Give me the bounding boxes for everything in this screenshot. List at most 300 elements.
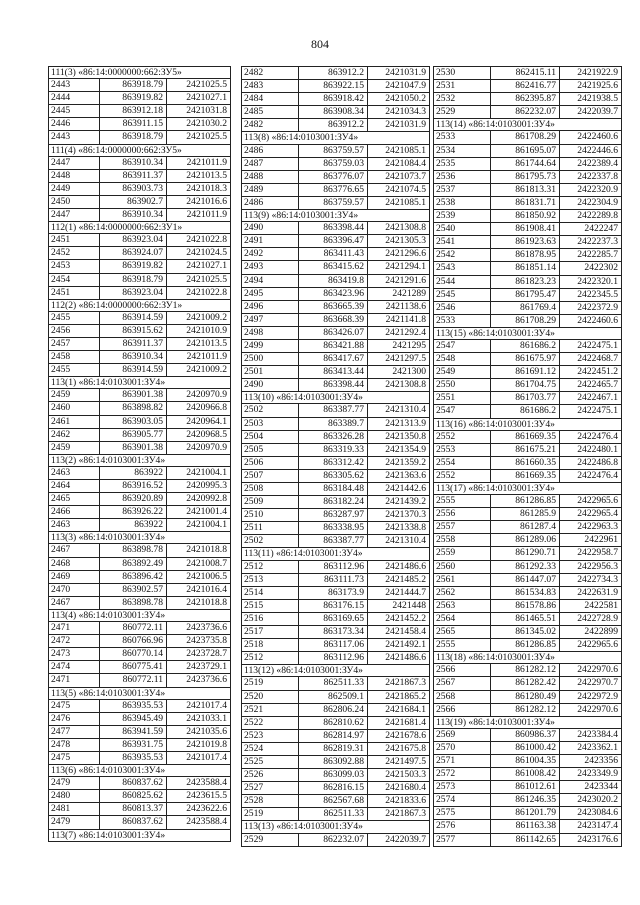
point-number-cell: 2538: [434, 197, 491, 209]
table-row: [434, 80, 622, 93]
point-number-cell: 2492: [242, 248, 299, 260]
y-coordinate-cell: 2421013.5: [167, 338, 231, 350]
x-coordinate-cell: 861813.31: [491, 184, 560, 196]
x-coordinate-cell: 861008.42: [491, 768, 560, 780]
y-coordinate-cell: 2422460.6: [560, 131, 622, 143]
y-coordinate-cell: 2423588.4: [167, 816, 231, 828]
point-number-cell: 2527: [242, 782, 299, 794]
y-coordinate-cell: 2421675.8: [368, 743, 430, 755]
point-number-cell: 2549: [434, 366, 491, 378]
point-number-cell: 2460: [49, 402, 100, 414]
table-row: [49, 790, 231, 803]
table-row: [434, 508, 622, 521]
point-number-cell: 2577: [434, 834, 491, 846]
x-coordinate-cell: 863417.67: [299, 353, 368, 365]
y-coordinate-cell: 2421503.3: [368, 769, 430, 781]
table-row: [434, 184, 622, 197]
point-number-cell: 2457: [49, 338, 100, 350]
point-number-cell: 2465: [49, 493, 100, 505]
point-number-cell: 2569: [434, 729, 491, 741]
table-row: [49, 752, 231, 765]
table-row: [49, 416, 231, 429]
point-number-cell: 2489: [242, 184, 299, 196]
coordinates-table-column-2: [241, 66, 430, 847]
x-coordinate-cell: 863305.62: [299, 470, 368, 482]
point-number-cell: 2495: [242, 288, 299, 300]
x-coordinate-cell: 863935.53: [100, 752, 167, 764]
point-number-cell: 2564: [434, 613, 491, 625]
point-number-cell: 2530: [434, 67, 491, 79]
point-number-cell: 2572: [434, 768, 491, 780]
table-row: [242, 561, 430, 574]
point-number-cell: 2548: [434, 353, 491, 365]
section-header: 113(14) «86:14:0103001:ЗУ4»: [434, 119, 622, 131]
table-row: [49, 157, 231, 170]
point-number-cell: 2546: [434, 302, 491, 314]
point-number-cell: 2508: [242, 483, 299, 495]
point-number-cell: 2533: [434, 131, 491, 143]
y-coordinate-cell: 2422961: [560, 534, 622, 546]
y-coordinate-cell: 2423736.6: [167, 674, 231, 686]
table-row: [434, 340, 622, 353]
x-coordinate-cell: 863338.95: [299, 522, 368, 534]
table-row: [434, 392, 622, 405]
table-row: [49, 803, 231, 816]
x-coordinate-cell: 863911.37: [100, 338, 167, 350]
point-number-cell: 2464: [49, 480, 100, 492]
y-coordinate-cell: 2421448: [368, 600, 430, 612]
point-number-cell: 2482: [242, 119, 299, 131]
point-number-cell: 2487: [242, 158, 299, 170]
table-row: [242, 366, 430, 379]
table-row: [434, 534, 622, 547]
y-coordinate-cell: 2421295: [368, 340, 430, 352]
point-number-cell: 2575: [434, 807, 491, 819]
x-coordinate-cell: 863117.06: [299, 639, 368, 651]
point-number-cell: 2511: [242, 522, 299, 534]
point-number-cell: 2467: [49, 544, 100, 556]
x-coordinate-cell: 863901.38: [100, 442, 167, 454]
x-coordinate-cell: 863910.34: [100, 157, 167, 169]
x-coordinate-cell: 861285.9: [491, 508, 560, 520]
y-coordinate-cell: 2421017.4: [167, 700, 231, 712]
y-coordinate-cell: 2421025.5: [167, 79, 231, 91]
x-coordinate-cell: 863387.77: [299, 404, 368, 416]
x-coordinate-cell: 863173.34: [299, 626, 368, 638]
table-row: [49, 674, 231, 687]
table-row: [242, 677, 430, 690]
table-row: [434, 379, 622, 392]
x-coordinate-cell: 861795.47: [491, 289, 560, 301]
x-coordinate-cell: 863916.52: [100, 480, 167, 492]
table-row: [49, 571, 231, 584]
table-row: [242, 639, 430, 652]
table-row: [49, 209, 231, 222]
x-coordinate-cell: 863910.34: [100, 209, 167, 221]
point-number-cell: 2512: [242, 652, 299, 664]
y-coordinate-cell: 2422468.7: [560, 353, 622, 365]
y-coordinate-cell: 2421681.4: [368, 717, 430, 729]
x-coordinate-cell: 863908.34: [299, 106, 368, 118]
table-row: [49, 351, 231, 364]
x-coordinate-cell: 861708.29: [491, 131, 560, 143]
y-coordinate-cell: 2420995.3: [167, 480, 231, 492]
y-coordinate-cell: 2422970.7: [560, 677, 622, 689]
table-row: [434, 171, 622, 184]
point-number-cell: 2517: [242, 626, 299, 638]
y-coordinate-cell: 2422039.7: [560, 106, 622, 118]
table-row: [434, 93, 622, 106]
point-number-cell: 2525: [242, 756, 299, 768]
y-coordinate-cell: 2422728.9: [560, 613, 622, 625]
y-coordinate-cell: 2420970.9: [167, 389, 231, 401]
point-number-cell: 2512: [242, 561, 299, 573]
y-coordinate-cell: 2421310.4: [368, 404, 430, 416]
y-coordinate-cell: 2421297.5: [368, 353, 430, 365]
table-row: [434, 547, 622, 560]
table-row: [242, 431, 430, 444]
x-coordinate-cell: 863898.82: [100, 402, 167, 414]
x-coordinate-cell: 863911.15: [100, 118, 167, 130]
point-number-cell: 2559: [434, 547, 491, 559]
x-coordinate-cell: 861669.35: [491, 470, 560, 482]
y-coordinate-cell: 2421018.8: [167, 597, 231, 609]
y-coordinate-cell: 2421291.6: [368, 275, 430, 287]
x-coordinate-cell: 862806.24: [299, 704, 368, 716]
table-row: [434, 729, 622, 742]
section-header: 113(1) «86:14:0103001:ЗУ4»: [49, 377, 231, 389]
table-row: [242, 496, 430, 509]
point-number-cell: 2447: [49, 209, 100, 221]
point-number-cell: 2556: [434, 508, 491, 520]
point-number-cell: 2539: [434, 210, 491, 222]
y-coordinate-cell: 2423176.6: [560, 834, 622, 846]
point-number-cell: 2458: [49, 351, 100, 363]
table-row: [242, 704, 430, 717]
y-coordinate-cell: 2423735.8: [167, 635, 231, 647]
point-number-cell: 2453: [49, 260, 100, 272]
table-row: [49, 597, 231, 610]
y-coordinate-cell: 2422958.7: [560, 547, 622, 559]
point-number-cell: 2524: [242, 743, 299, 755]
point-number-cell: 2529: [434, 106, 491, 118]
y-coordinate-cell: 2421022.8: [167, 234, 231, 246]
x-coordinate-cell: 862567.68: [299, 795, 368, 807]
x-coordinate-cell: 861282.42: [491, 677, 560, 689]
y-coordinate-cell: 2422581: [560, 600, 622, 612]
x-coordinate-cell: 861465.51: [491, 613, 560, 625]
y-coordinate-cell: 2421305.3: [368, 235, 430, 247]
x-coordinate-cell: 861282.12: [491, 704, 560, 716]
x-coordinate-cell: 863112.96: [299, 652, 368, 664]
y-coordinate-cell: 2422465.7: [560, 379, 622, 391]
section-header: 112(2) «86:14:0000000:662:ЗУ1»: [49, 300, 231, 312]
point-number-cell: 2486: [242, 145, 299, 157]
section-header: 113(17) «86:14:0103001:ЗУ4»: [434, 483, 622, 495]
x-coordinate-cell: 863912.2: [299, 119, 368, 131]
section-header: 113(7) «86:14:0103001:ЗУ4»: [49, 830, 231, 842]
point-number-cell: 2478: [49, 739, 100, 751]
table-row: [242, 145, 430, 158]
x-coordinate-cell: 861004.35: [491, 755, 560, 767]
y-coordinate-cell: 2422247: [560, 223, 622, 235]
point-number-cell: 2519: [242, 808, 299, 820]
table-row: [49, 584, 231, 597]
x-coordinate-cell: 863312.42: [299, 457, 368, 469]
table-row: [242, 404, 430, 417]
point-number-cell: 2505: [242, 444, 299, 456]
table-row: [434, 262, 622, 275]
table-row: [242, 197, 430, 210]
x-coordinate-cell: 863759.57: [299, 197, 368, 209]
y-coordinate-cell: 2421073.7: [368, 171, 430, 183]
x-coordinate-cell: 863923.04: [100, 234, 167, 246]
point-number-cell: 2477: [49, 726, 100, 738]
point-number-cell: 2529: [242, 834, 299, 846]
table-row: [49, 338, 231, 351]
y-coordinate-cell: 2421458.4: [368, 626, 430, 638]
y-coordinate-cell: 2423356: [560, 755, 622, 767]
x-coordinate-cell: 863901.38: [100, 389, 167, 401]
point-number-cell: 2520: [242, 691, 299, 703]
table-row: [434, 755, 622, 768]
x-coordinate-cell: 860813.37: [100, 803, 167, 815]
table-row: [434, 366, 622, 379]
table-row: [49, 622, 231, 635]
x-coordinate-cell: 863415.62: [299, 261, 368, 273]
x-coordinate-cell: 863922: [100, 467, 167, 479]
table-row: [434, 521, 622, 534]
x-coordinate-cell: 863918.79: [100, 274, 167, 286]
point-number-cell: 2443: [49, 131, 100, 143]
x-coordinate-cell: 863892.49: [100, 558, 167, 570]
x-coordinate-cell: 861012.61: [491, 781, 560, 793]
y-coordinate-cell: 2421031.9: [368, 119, 430, 131]
section-header: 113(13) «86:14:0103001:ЗУ4»: [242, 821, 430, 833]
x-coordinate-cell: 863941.59: [100, 726, 167, 738]
x-coordinate-cell: 863926.22: [100, 506, 167, 518]
section-header: 113(8) «86:14:0103001:ЗУ4»: [242, 132, 430, 144]
point-number-cell: 2463: [49, 519, 100, 531]
point-number-cell: 2498: [242, 327, 299, 339]
section-header: 111(4) «86:14:0000000:662:ЗУ5»: [49, 145, 231, 157]
point-number-cell: 2523: [242, 730, 299, 742]
x-coordinate-cell: 863665.39: [299, 301, 368, 313]
point-number-cell: 2516: [242, 613, 299, 625]
section-header: 113(16) «86:14:0103001:ЗУ4»: [434, 419, 622, 431]
table-row: [49, 260, 231, 273]
x-coordinate-cell: 861923.63: [491, 236, 560, 248]
table-row: [49, 79, 231, 92]
x-coordinate-cell: 863111.73: [299, 574, 368, 586]
x-coordinate-cell: 863776.65: [299, 184, 368, 196]
point-number-cell: 2573: [434, 781, 491, 793]
y-coordinate-cell: 2422467.1: [560, 392, 622, 404]
table-row: [49, 467, 231, 480]
x-coordinate-cell: 860766.96: [100, 635, 167, 647]
y-coordinate-cell: 2421308.8: [368, 222, 430, 234]
table-row: [434, 236, 622, 249]
y-coordinate-cell: 2421016.4: [167, 584, 231, 596]
y-coordinate-cell: 2423588.4: [167, 777, 231, 789]
y-coordinate-cell: 2423384.4: [560, 729, 622, 741]
y-coordinate-cell: 2421310.4: [368, 535, 430, 547]
y-coordinate-cell: 2421680.4: [368, 782, 430, 794]
y-coordinate-cell: 2421308.8: [368, 379, 430, 391]
x-coordinate-cell: 862816.15: [299, 782, 368, 794]
point-number-cell: 2461: [49, 416, 100, 428]
table-row: [434, 158, 622, 171]
point-number-cell: 2494: [242, 275, 299, 287]
y-coordinate-cell: 2421922.9: [560, 67, 622, 79]
x-coordinate-cell: 863423.96: [299, 288, 368, 300]
table-row: [49, 170, 231, 183]
y-coordinate-cell: 2421031.9: [368, 67, 430, 79]
point-number-cell: 2466: [49, 506, 100, 518]
x-coordinate-cell: 863896.42: [100, 571, 167, 583]
point-number-cell: 2445: [49, 105, 100, 117]
table-row: [49, 287, 231, 300]
point-number-cell: 2446: [49, 118, 100, 130]
table-row: [242, 327, 430, 340]
point-number-cell: 2570: [434, 742, 491, 754]
y-coordinate-cell: 2421138.6: [368, 301, 430, 313]
table-row: [49, 777, 231, 790]
point-number-cell: 2535: [434, 158, 491, 170]
y-coordinate-cell: 2421016.6: [167, 196, 231, 208]
table-row: [242, 158, 430, 171]
point-number-cell: 2568: [434, 691, 491, 703]
table-row: [242, 379, 430, 392]
y-coordinate-cell: 2422304.9: [560, 197, 622, 209]
point-number-cell: 2455: [49, 364, 100, 376]
point-number-cell: 2510: [242, 509, 299, 521]
point-number-cell: 2555: [434, 495, 491, 507]
x-coordinate-cell: 861691.12: [491, 366, 560, 378]
table-row: [49, 389, 231, 402]
y-coordinate-cell: 2422320.9: [560, 184, 622, 196]
y-coordinate-cell: 2421027.1: [167, 260, 231, 272]
x-coordinate-cell: 862415.11: [491, 67, 560, 79]
x-coordinate-cell: 863776.07: [299, 171, 368, 183]
x-coordinate-cell: 863112.96: [299, 561, 368, 573]
x-coordinate-cell: 861823.23: [491, 276, 560, 288]
x-coordinate-cell: 860837.62: [100, 816, 167, 828]
x-coordinate-cell: 863421.88: [299, 340, 368, 352]
y-coordinate-cell: 2421006.5: [167, 571, 231, 583]
y-coordinate-cell: 2422965.6: [560, 639, 622, 651]
y-coordinate-cell: 2421031.8: [167, 105, 231, 117]
table-row: [242, 184, 430, 197]
table-row: [434, 315, 622, 328]
table-row: [242, 808, 430, 821]
point-number-cell: 2558: [434, 534, 491, 546]
table-row: [49, 118, 231, 131]
point-number-cell: 2500: [242, 353, 299, 365]
table-row: [434, 587, 622, 600]
x-coordinate-cell: 861669.35: [491, 431, 560, 443]
x-coordinate-cell: 861675.21: [491, 444, 560, 456]
point-number-cell: 2468: [49, 558, 100, 570]
table-row: [49, 92, 231, 105]
table-row: [434, 145, 622, 158]
y-coordinate-cell: 2421009.2: [167, 312, 231, 324]
x-coordinate-cell: 861660.35: [491, 457, 560, 469]
point-number-cell: 2522: [242, 717, 299, 729]
y-coordinate-cell: 2420992.8: [167, 493, 231, 505]
y-coordinate-cell: 2421485.2: [368, 574, 430, 586]
table-row: [434, 600, 622, 613]
point-number-cell: 2515: [242, 600, 299, 612]
point-number-cell: 2454: [49, 274, 100, 286]
point-number-cell: 2490: [242, 222, 299, 234]
point-number-cell: 2469: [49, 571, 100, 583]
y-coordinate-cell: 2420968.5: [167, 429, 231, 441]
point-number-cell: 2502: [242, 535, 299, 547]
table-row: [434, 768, 622, 781]
table-row: [242, 235, 430, 248]
table-row: [49, 325, 231, 338]
table-row: [242, 67, 430, 80]
point-number-cell: 2462: [49, 429, 100, 441]
y-coordinate-cell: 2421025.5: [167, 131, 231, 143]
point-number-cell: 2456: [49, 325, 100, 337]
y-coordinate-cell: 2420970.9: [167, 442, 231, 454]
x-coordinate-cell: 861286.85: [491, 639, 560, 651]
x-coordinate-cell: 861686.2: [491, 340, 560, 352]
table-row: [434, 561, 622, 574]
table-row: [49, 131, 231, 144]
table-row: [242, 535, 430, 548]
y-coordinate-cell: 2421867.3: [368, 808, 430, 820]
y-coordinate-cell: 2421013.5: [167, 170, 231, 182]
section-header: 113(9) «86:14:0103001:ЗУ4»: [242, 210, 430, 222]
table-row: [49, 544, 231, 557]
y-coordinate-cell: 2421289: [368, 288, 430, 300]
y-coordinate-cell: 2421004.1: [167, 519, 231, 531]
table-row: [49, 442, 231, 455]
x-coordinate-cell: 861744.64: [491, 158, 560, 170]
point-number-cell: 2451: [49, 287, 100, 299]
point-number-cell: 2474: [49, 661, 100, 673]
x-coordinate-cell: 863759.03: [299, 158, 368, 170]
table-row: [49, 312, 231, 325]
point-number-cell: 2536: [434, 171, 491, 183]
point-number-cell: 2503: [242, 418, 299, 430]
point-number-cell: 2450: [49, 196, 100, 208]
point-number-cell: 2467: [49, 597, 100, 609]
point-number-cell: 2563: [434, 600, 491, 612]
x-coordinate-cell: 861292.33: [491, 561, 560, 573]
y-coordinate-cell: 2421442.6: [368, 483, 430, 495]
point-number-cell: 2447: [49, 157, 100, 169]
y-coordinate-cell: 2421370.3: [368, 509, 430, 521]
table-row: [242, 314, 430, 327]
y-coordinate-cell: 2421141.8: [368, 314, 430, 326]
point-number-cell: 2473: [49, 648, 100, 660]
x-coordinate-cell: 860986.37: [491, 729, 560, 741]
x-coordinate-cell: 863387.77: [299, 535, 368, 547]
y-coordinate-cell: 2423615.5: [167, 790, 231, 802]
point-number-cell: 2496: [242, 301, 299, 313]
x-coordinate-cell: 863922: [100, 519, 167, 531]
table-row: [49, 247, 231, 260]
x-coordinate-cell: 861695.07: [491, 145, 560, 157]
point-number-cell: 2574: [434, 794, 491, 806]
y-coordinate-cell: 2421008.7: [167, 558, 231, 570]
point-number-cell: 2547: [434, 405, 491, 417]
x-coordinate-cell: 861708.29: [491, 315, 560, 327]
